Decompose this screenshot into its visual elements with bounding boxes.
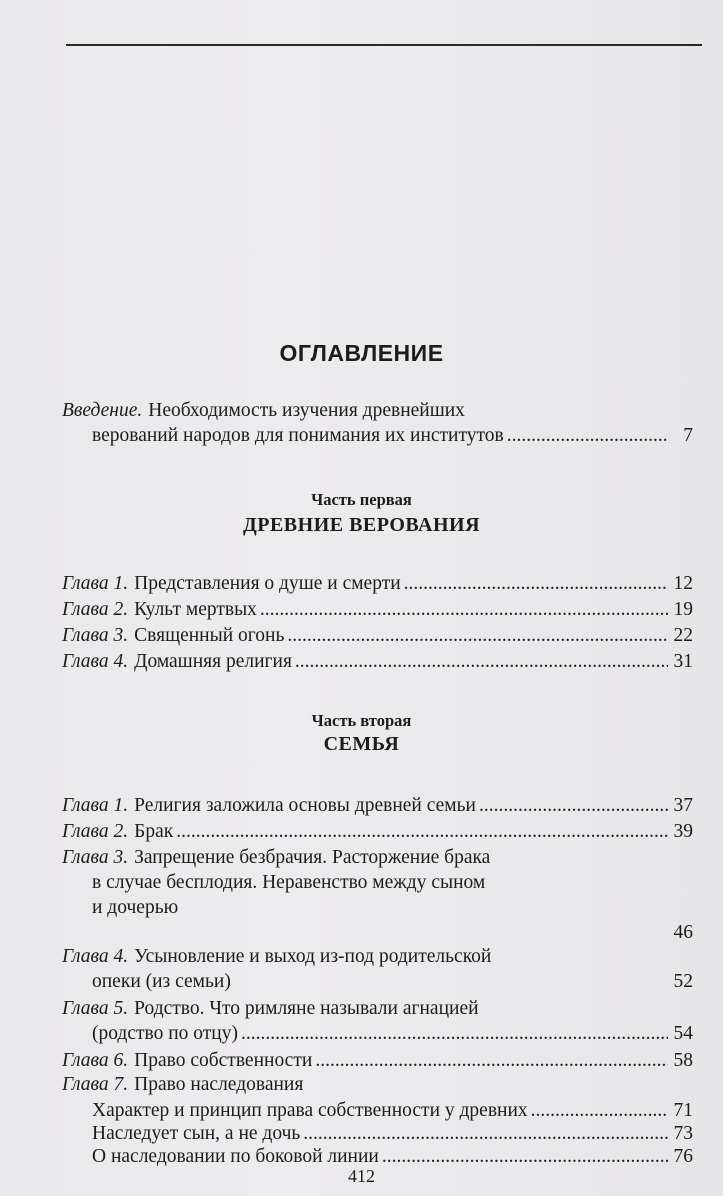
part-name: ДРЕВНИЕ ВЕРОВАНИЯ bbox=[242, 514, 481, 536]
toc-page: 46 bbox=[673, 922, 693, 943]
toc-page: 31 bbox=[673, 651, 693, 672]
toc-page: 22 bbox=[673, 625, 693, 646]
leader-dots bbox=[241, 1021, 668, 1046]
toc-label: Глава 3. bbox=[62, 625, 129, 646]
toc-title: Право собственности bbox=[134, 1050, 313, 1071]
toc-title: О наследовании по боковой линии bbox=[92, 1146, 379, 1167]
toc-title: Характер и принцип права собственности у древних bbox=[92, 1100, 528, 1121]
toc-page: 39 bbox=[673, 821, 693, 842]
leader-dots bbox=[479, 793, 668, 818]
leader-dots bbox=[295, 649, 668, 674]
toc-page: 54 bbox=[673, 1023, 693, 1044]
toc-entry-part1-ch4[interactable] bbox=[62, 649, 693, 674]
toc-entry-part1-ch3[interactable] bbox=[62, 623, 693, 648]
toc-entry-part1-ch1[interactable] bbox=[62, 571, 693, 596]
toc-page: 7 bbox=[683, 425, 693, 446]
leader-dots bbox=[507, 423, 668, 448]
toc-subentry[interactable] bbox=[62, 1121, 693, 1146]
part-label: Часть вторая bbox=[311, 711, 412, 730]
toc-label: Глава 3. bbox=[62, 847, 129, 868]
toc-label: Глава 7. bbox=[62, 1074, 129, 1095]
toc-page: 12 bbox=[673, 573, 693, 594]
leader-dots bbox=[404, 571, 668, 596]
toc-title-cont: (родство по отцу) bbox=[92, 1023, 238, 1044]
part-label: Часть первая bbox=[311, 490, 412, 509]
toc-title: Домашняя религия bbox=[134, 651, 292, 672]
toc-page: 37 bbox=[673, 795, 693, 816]
toc-title: Религия заложила основы древней семьи bbox=[134, 795, 476, 816]
toc-title-cont: опеки (из семьи) bbox=[92, 971, 231, 992]
part-name: СЕМЬЯ bbox=[323, 733, 400, 755]
toc-label: Глава 2. bbox=[62, 599, 129, 620]
toc-title-cont: верований народов для понимания их институтов bbox=[92, 425, 504, 446]
header-rule bbox=[66, 44, 702, 46]
toc-subentry[interactable] bbox=[62, 1098, 693, 1123]
toc-label: Введение. bbox=[62, 400, 143, 421]
leader-dots bbox=[303, 1121, 668, 1146]
leader-dots bbox=[176, 819, 668, 844]
toc-label: Глава 2. bbox=[62, 821, 129, 842]
toc-title: Культ мертвых bbox=[134, 599, 257, 620]
toc-page: 52 bbox=[673, 971, 693, 992]
leader-dots bbox=[287, 623, 668, 648]
toc-title-cont: и дочерью bbox=[92, 897, 179, 918]
toc-title-cont: в случае бесплодия. Неравенство между сыном bbox=[92, 872, 486, 893]
toc-title: Представления о душе и смерти bbox=[134, 573, 401, 594]
toc-entry-part2-ch4[interactable] bbox=[62, 944, 693, 994]
toc-page: 58 bbox=[673, 1050, 693, 1071]
toc-title: Право наследования bbox=[134, 1074, 304, 1095]
toc-entry-part2-ch5[interactable] bbox=[62, 996, 693, 1046]
toc-label: Глава 5. bbox=[62, 998, 129, 1019]
toc-label: Глава 4. bbox=[62, 946, 129, 967]
leader-dots bbox=[531, 1098, 668, 1123]
toc-label: Глава 1. bbox=[62, 573, 129, 594]
toc-title: Наследует сын, а не дочь bbox=[92, 1123, 301, 1144]
toc-title: Родство. Что римляне называли агнацией bbox=[134, 998, 479, 1019]
toc-title: Запрещение безбрачия. Расторжение брака bbox=[134, 847, 491, 868]
toc-page: 76 bbox=[673, 1146, 693, 1167]
page-number: 412 bbox=[348, 1166, 375, 1186]
toc-title: Священный огонь bbox=[134, 625, 285, 646]
page-title: ОГЛАВЛЕНИЕ bbox=[279, 340, 444, 366]
toc-entry-intro[interactable] bbox=[62, 398, 693, 448]
toc-entry-part2-ch2[interactable] bbox=[62, 819, 693, 844]
toc-label: Глава 4. bbox=[62, 651, 129, 672]
toc-entry-part2-ch1[interactable] bbox=[62, 793, 693, 818]
toc-page: 19 bbox=[673, 599, 693, 620]
leader-dots bbox=[260, 597, 668, 622]
toc-entry-part2-ch6[interactable] bbox=[62, 1048, 693, 1073]
leader-dots bbox=[315, 1048, 668, 1073]
toc-page: 73 bbox=[673, 1123, 693, 1144]
toc-title: Усыновление и выход из-под родительской bbox=[134, 946, 492, 967]
toc-label: Глава 6. bbox=[62, 1050, 129, 1071]
toc-label: Глава 1. bbox=[62, 795, 129, 816]
toc-entry-part1-ch2[interactable] bbox=[62, 597, 693, 622]
toc-title: Брак bbox=[134, 821, 174, 842]
toc-entry-part2-ch3[interactable] bbox=[62, 845, 693, 945]
toc-page: 71 bbox=[673, 1100, 693, 1121]
toc-entry-part2-ch7[interactable] bbox=[62, 1072, 693, 1097]
toc-title: Необходимость изучения древнейших bbox=[148, 400, 465, 421]
